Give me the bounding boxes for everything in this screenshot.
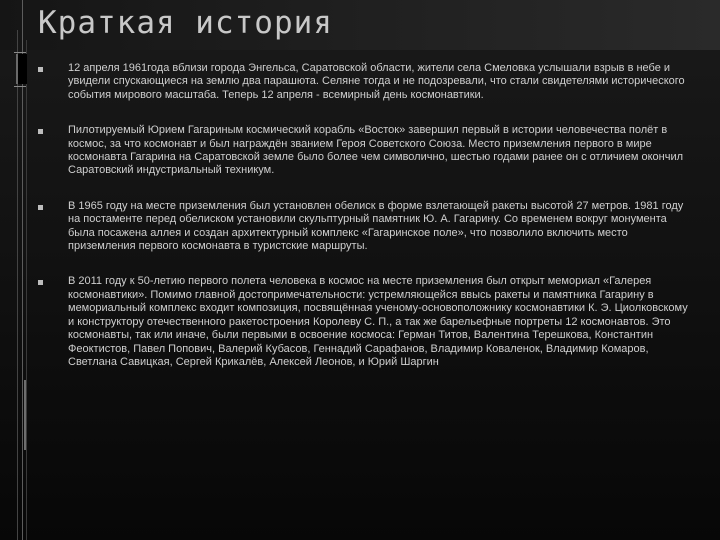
bullet-text: 12 апреля 1961года вблизи города Энгельса, Саратовской области, жители села Смеловка услышали взрыв в небе и увидели спускающиеся на землю два парашюта. Селяне тогда и не подозревали, что стали свидетелями исторического события мирового масштаба. Теперь 12 апреля - всемирный день космонавтики. [68,62,685,101]
bullet-icon [38,280,43,285]
list-item [36,275,696,369]
bullet-icon [38,129,43,134]
bullet-list [36,62,696,369]
decorative-block [16,54,27,84]
bullet-icon [38,205,43,210]
bullet-icon [38,67,43,72]
decorative-line [24,380,26,450]
bullet-text: В 2011 году к 50-летию первого полета человека в космос на месте приземления был открыт мемориал «Галерея космонавтики». Помимо главной достопримечательности: устремляющейся ввысь ракеты и памятника Гагарину в мемориальный комплекс входит композиция, посвящённая ученому-основоположнику космонавтики К. Э. Циолковскому и конструктору отечественного ракетостроения Королеву С. П., а так же барельефные портреты 12 космонавтов. Это космонавты, так или иначе, были первыми в освоение космоса: Герман Титов, Валентина Терешкова, Константин Феоктистов, Павел Попович, Валерий Кубасов, Геннадий Сарафанов, Владимир Коваленок, Владимир Комаров, Светлана Савицкая, Сергей Крикалёв, Алексей Леонов, и Юрий Шаргин [68,275,688,368]
decorative-line [17,30,18,540]
list-item [36,200,696,254]
decorative-line [14,52,26,53]
slide-title: Краткая история [38,5,333,41]
list-item [36,124,696,178]
bullet-text: Пилотируемый Юрием Гагариным космический корабль «Восток» завершил первый в истории человечества полёт в космос, за что космонавт и был награждён званием Героя Советского Союза. Место приземления первого в мире космонавта Гагарина на Саратовской земле было более чем символично, шестью годами ранее он с отличием окончил Саратовский индустриальный техникум. [68,124,684,177]
bullet-text: В 1965 году на месте приземления был установлен обелиск в форме взлетающей ракеты высотой 27 метров. 1981 году на постаменте перед обелиском установили скульптурный памятник Ю. А. Гагарину. Со временем вокруг монумента была посажена аллея и создан архитектурный комплекс «Гагаринское поле», что позволило включить место приземления первого космонавта в туристские маршруты. [68,199,684,253]
decorative-line [26,40,27,540]
decorative-line [14,86,26,87]
list-item [36,62,696,102]
